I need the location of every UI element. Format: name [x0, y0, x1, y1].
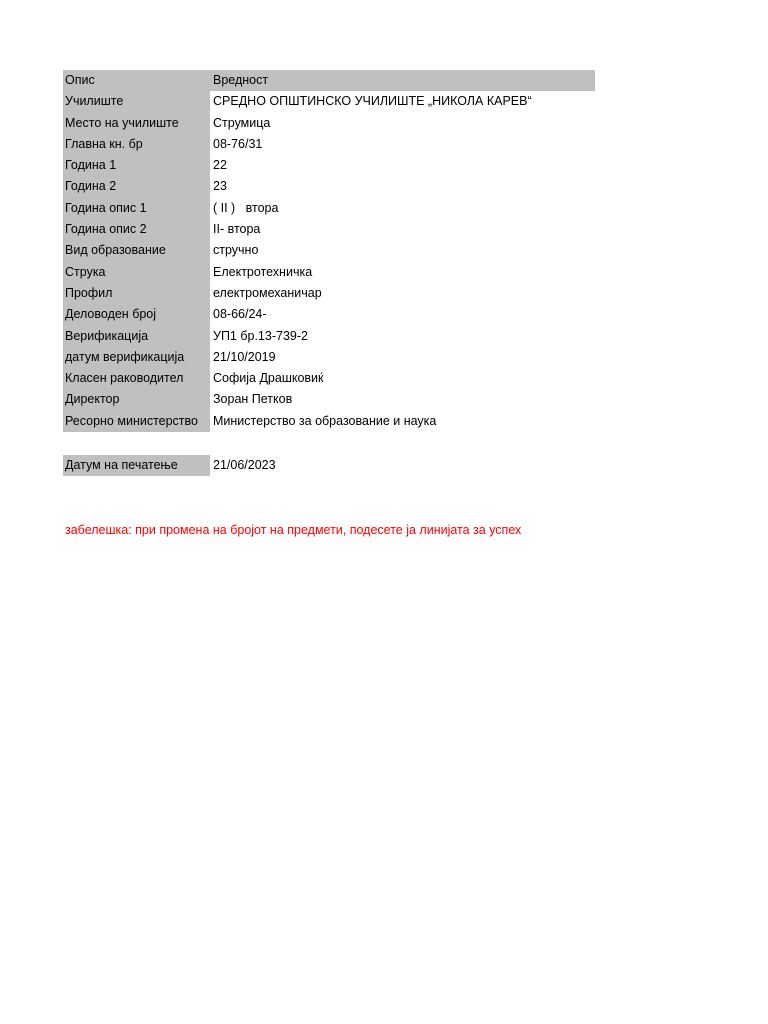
table-header-row [63, 70, 595, 91]
label-cell[interactable]: Класен раководител [63, 368, 210, 389]
label-cell[interactable]: Година опис 2 [63, 219, 210, 240]
label-cell[interactable]: Струка [63, 262, 210, 283]
table-row [63, 240, 595, 261]
value-cell[interactable]: електромеханичар [213, 285, 322, 300]
value-cell[interactable]: Електротехничка [213, 264, 313, 279]
value-cell[interactable]: Струмица [213, 115, 271, 130]
info-table [63, 70, 595, 432]
value-cell[interactable]: II- втора [213, 222, 261, 237]
print-date-row [63, 455, 595, 476]
print-date-label[interactable]: Датум на печатење [63, 455, 210, 476]
value-cell[interactable]: Министерство за образование и наука [213, 413, 437, 428]
value-cell[interactable]: 08-76/31 [213, 136, 263, 151]
label-cell[interactable]: Година 1 [63, 155, 210, 176]
table-row [63, 283, 595, 304]
table-row [63, 91, 595, 112]
table-row [63, 326, 595, 347]
table-row [63, 198, 595, 219]
table-row [63, 262, 595, 283]
table-row [63, 368, 595, 389]
label-cell[interactable]: Училиште [63, 91, 210, 112]
value-cell[interactable]: 23 [213, 179, 227, 194]
table-row [63, 113, 595, 134]
value-cell[interactable]: стручно [213, 243, 259, 258]
note-text[interactable]: забелешка: при промена на бројот на предмети, подесете ја линијата за успех [65, 523, 522, 537]
label-cell[interactable]: датум верификација [63, 347, 210, 368]
table-row [63, 134, 595, 155]
table-row [63, 347, 595, 368]
label-cell[interactable]: Година опис 1 [63, 198, 210, 219]
label-cell[interactable]: Вид образование [63, 240, 210, 261]
value-cell[interactable]: Софија Драшковиќ [213, 371, 324, 386]
label-cell[interactable]: Профил [63, 283, 210, 304]
label-cell[interactable]: Ресорно министерство [63, 411, 210, 432]
value-cell[interactable]: 08-66/24- [213, 307, 267, 322]
value-cell[interactable]: УП1 бр.13-739-2 [213, 328, 308, 343]
table-row [63, 304, 595, 325]
header-label-cell[interactable]: Опис [63, 70, 210, 91]
label-cell[interactable]: Деловоден број [63, 304, 210, 325]
value-cell[interactable]: СРЕДНО ОПШТИНСКО УЧИЛИШТЕ „НИКОЛА КАРЕВ“ [213, 94, 532, 109]
table-row [63, 411, 595, 432]
value-cell[interactable]: Зоран Петков [213, 392, 293, 407]
label-cell[interactable]: Година 2 [63, 176, 210, 197]
label-cell[interactable]: Директор [63, 389, 210, 410]
table-row [63, 155, 595, 176]
value-cell[interactable]: 21/10/2019 [213, 349, 276, 364]
value-cell[interactable]: ( II ) втора [213, 200, 279, 215]
label-cell[interactable]: Главна кн. бр [63, 134, 210, 155]
value-cell[interactable]: 22 [213, 158, 227, 173]
table-row [63, 389, 595, 410]
print-date-value[interactable]: 21/06/2023 [213, 458, 276, 472]
label-cell[interactable]: Верификација [63, 326, 210, 347]
header-value-cell[interactable]: Вредност [210, 70, 595, 91]
table-row [63, 176, 595, 197]
table-row [63, 219, 595, 240]
label-cell[interactable]: Место на училиште [63, 113, 210, 134]
